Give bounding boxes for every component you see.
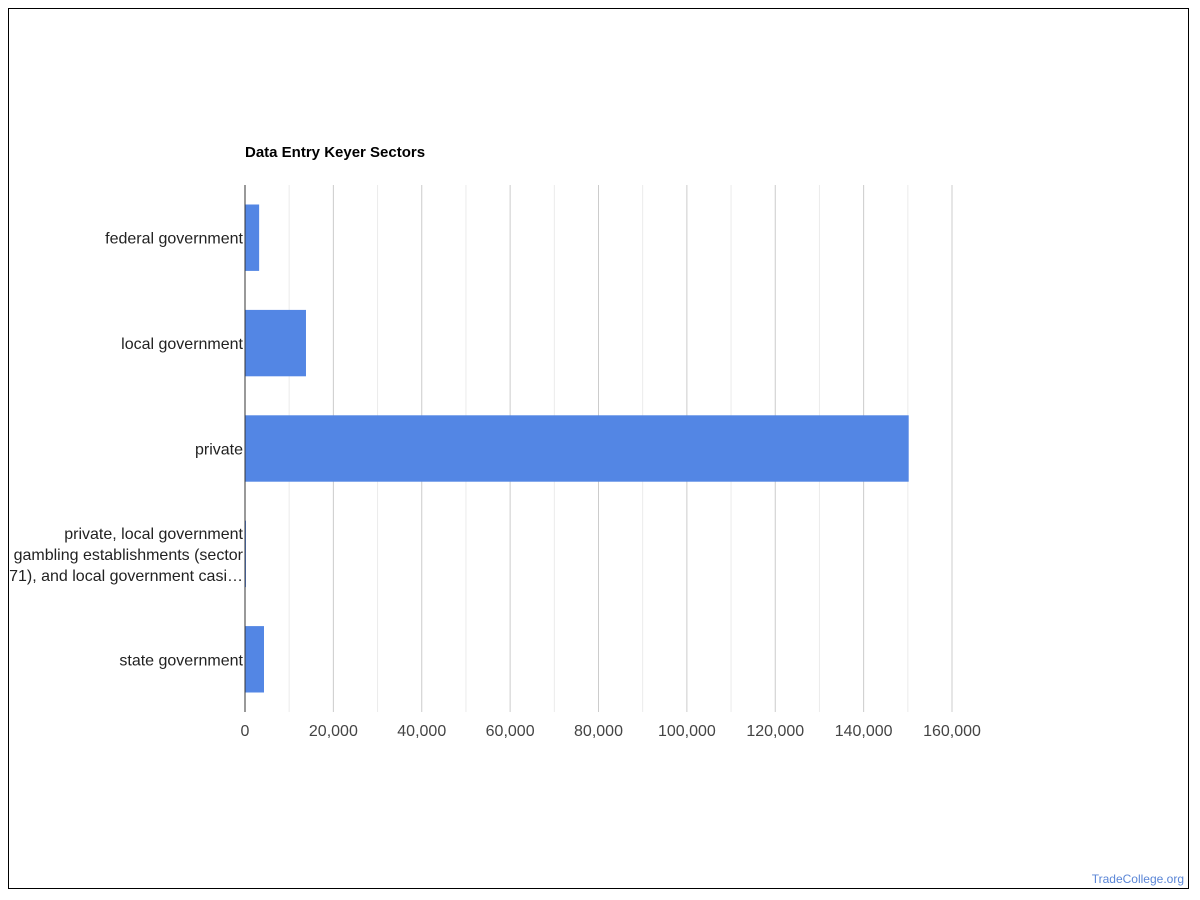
- x-tick-label: 160,000: [923, 723, 981, 740]
- x-tick-labels: [241, 723, 981, 740]
- category-label-line: private: [194, 441, 243, 459]
- bars: [245, 204, 909, 692]
- category-label-line: gambling establishments (sector: [13, 546, 243, 564]
- category-label-line: federal government: [105, 230, 243, 248]
- category-label: [9, 526, 244, 585]
- x-tick-label: 80,000: [574, 723, 623, 740]
- category-label: [195, 442, 243, 459]
- chart-title: Data Entry Keyer Sectors: [245, 144, 426, 161]
- category-label-line: 71), and local government casi…: [9, 567, 243, 585]
- bar[interactable]: [245, 310, 306, 376]
- x-tick-label: 40,000: [397, 723, 447, 740]
- watermark-text[interactable]: TradeCollege.org: [1091, 872, 1184, 886]
- category-label: [105, 231, 243, 248]
- category-label: [119, 652, 243, 669]
- category-label-line: local government: [121, 336, 243, 354]
- bar[interactable]: [245, 415, 909, 481]
- bar[interactable]: [245, 204, 259, 270]
- x-tick-label: 0: [240, 723, 250, 740]
- x-tick-label: 120,000: [746, 723, 805, 740]
- category-label-line: private, local government: [64, 525, 243, 543]
- category-labels: [9, 231, 244, 670]
- x-tick-label: 140,000: [834, 723, 893, 740]
- bar[interactable]: [245, 626, 264, 692]
- category-label-line: state government: [119, 652, 243, 670]
- category-label: [121, 336, 243, 353]
- x-tick-label: 60,000: [485, 723, 535, 740]
- x-tick-label: 100,000: [657, 723, 716, 740]
- x-tick-label: 20,000: [308, 723, 358, 740]
